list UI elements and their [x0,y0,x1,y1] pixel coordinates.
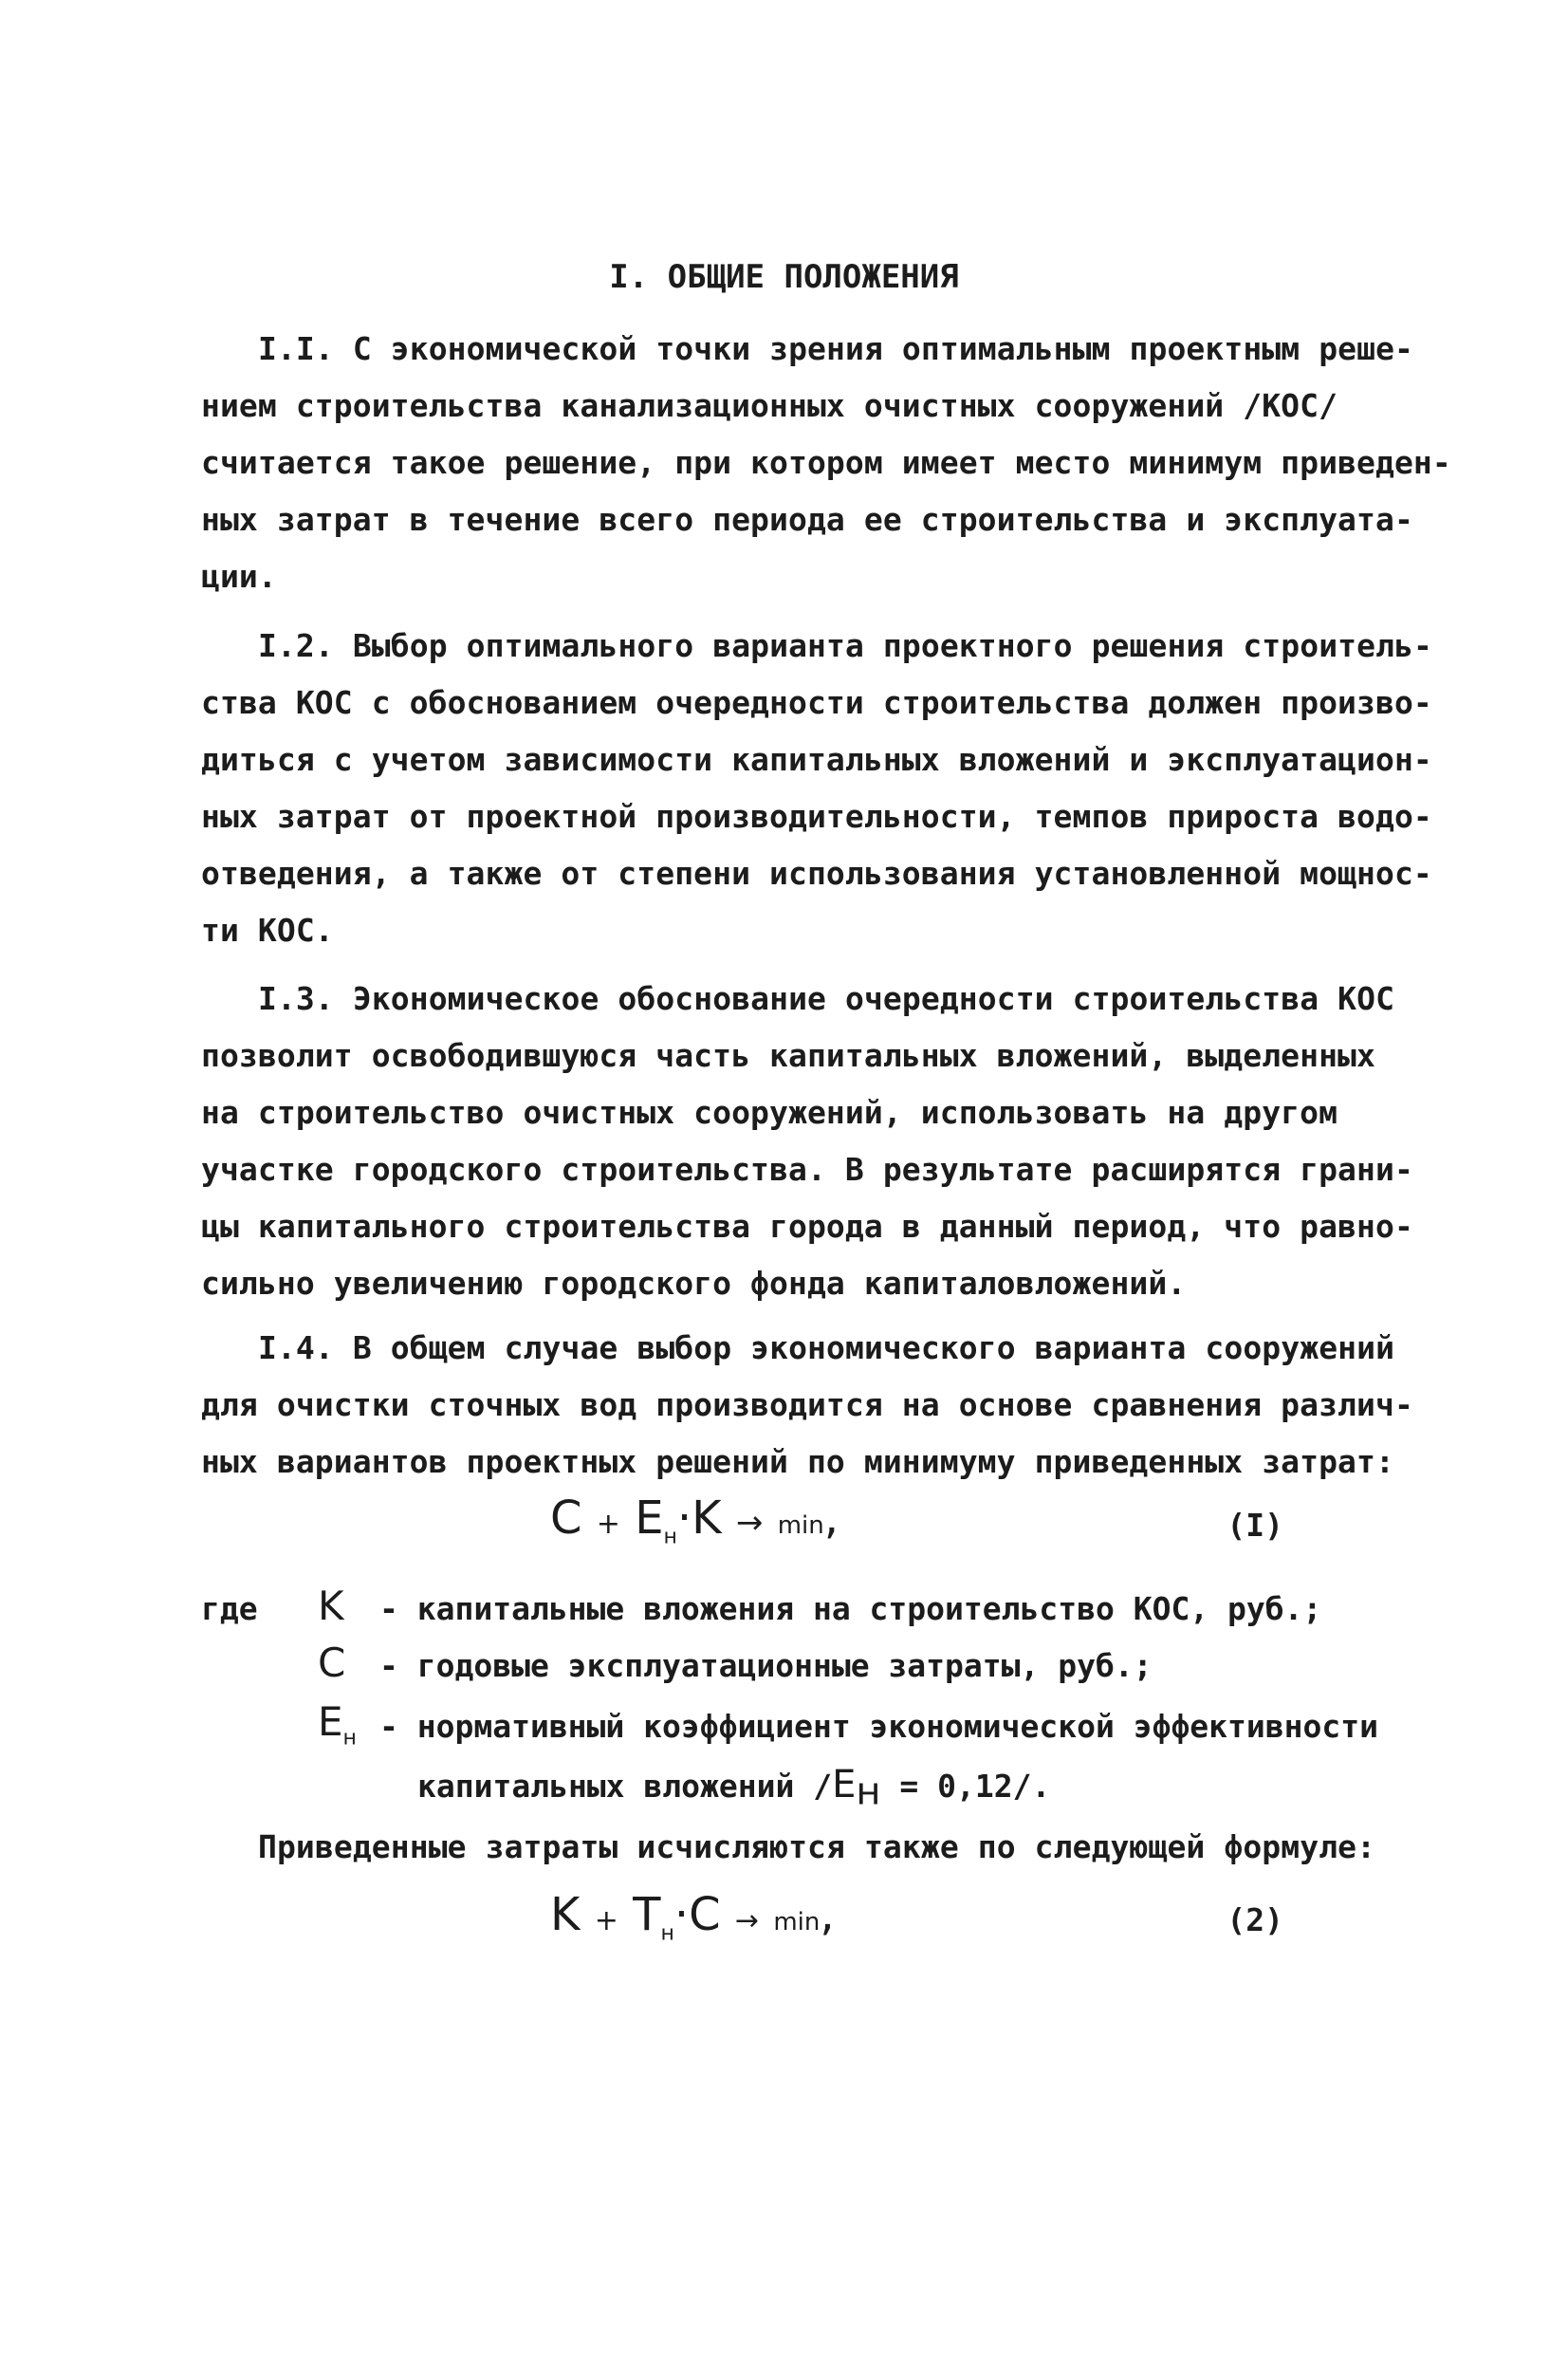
definition-text: - годовые эксплуатационные затраты, руб.; [379,1647,1153,1684]
definition-text: - капитальные вложения на строительство КОС, руб.; [379,1590,1322,1627]
paragraph-line: участке городского строительства. В результате расширятся грани- [201,1151,1413,1188]
paragraph-line: считается такое решение, при котором имеет место минимум приведен- [201,444,1451,481]
paragraph-line: ти КОС. [201,912,334,949]
paragraph-line: позволит освободившуюся часть капитальных вложений, выделенных [201,1037,1375,1074]
formula-operator: · [676,1491,692,1545]
paragraph-line: сильно увеличению городского фонда капиталовложений. [201,1265,1187,1302]
formula-operator: · [673,1888,690,1941]
formula-operator: + [596,1508,620,1541]
paragraph-line: нием строительства канализационных очистных сооружений /КОС/ [201,387,1338,424]
definition-continuation: капитальных вложений $/E_н = 0,12/$. [417,1763,1051,1814]
paragraph-line: на строительство очистных сооружений, использовать на другом [201,1094,1338,1131]
formula-comma: , [820,1888,835,1941]
formula-1 [550,1491,839,1549]
paragraph-line: I.4. В общем случае выбор экономического варианта сооружений [258,1329,1395,1366]
formula-symbol-c: C [689,1888,721,1941]
where-label: где [201,1590,258,1627]
paragraph-line: ства КОС с обоснованием очередности строительства должен произво- [201,684,1432,721]
definition-symbol: $E_н$ [318,1698,357,1751]
formula-number: (I) [1227,1507,1283,1544]
formula-subscript: н [663,1525,677,1549]
paragraph-line: диться с учетом зависимости капитальных вложений и эксплуатацион- [201,741,1432,778]
paragraph-line: ных затрат в течение всего периода ее строительства и эксплуата- [201,501,1413,538]
formula-symbol-e: E [635,1491,664,1545]
arrow-icon: → [735,1504,764,1542]
formula-2-intro: Приведенные затраты исчисляются также по следующей формуле: [258,1828,1376,1865]
formula-symbol-c: C [550,1491,582,1545]
paragraph-line: ных затрат от проектной производительности, темпов прироста водо- [201,798,1432,835]
section-title: I. ОБЩИЕ ПОЛОЖЕНИЯ [609,258,959,296]
formula-symbol-k: K [692,1491,722,1545]
formula-subscript: н [660,1921,674,1946]
formula-comma: , [823,1491,839,1545]
paragraph-line: цы капитального строительства города в данный период, что равно- [201,1208,1413,1245]
formula-symbol-k: K [550,1888,581,1941]
formula-min: min [773,1908,821,1936]
paragraph-line: I.2. Выбор оптимального варианта проектного решения строитель- [258,627,1432,664]
paragraph-line: для очистки сточных вод производится на основе сравнения различ- [201,1386,1413,1423]
paragraph-line: I.I. С экономической точки зрения оптимальным проектным реше- [258,330,1414,367]
formula-2 [550,1888,835,1946]
paragraph-line: ции. [201,558,277,595]
definition-symbol: C [318,1640,346,1686]
paragraph-line: отведения, а также от степени использования установленной мощнос- [201,855,1432,892]
formula-symbol-t: T [633,1888,661,1941]
paragraph-line: ных вариантов проектных решений по минимуму приведенных затрат: [201,1443,1394,1480]
formula-min: min [777,1511,824,1540]
formula-operator: + [594,1904,618,1937]
formula-number: (2) [1227,1901,1283,1938]
definition-symbol: K [318,1583,344,1629]
paragraph-line: I.3. Экономическое обоснование очередности строительства КОС [258,980,1395,1017]
arrow-icon: → [734,1904,760,1937]
definition-text: - нормативный коэффициент экономической эффективности [379,1708,1378,1745]
